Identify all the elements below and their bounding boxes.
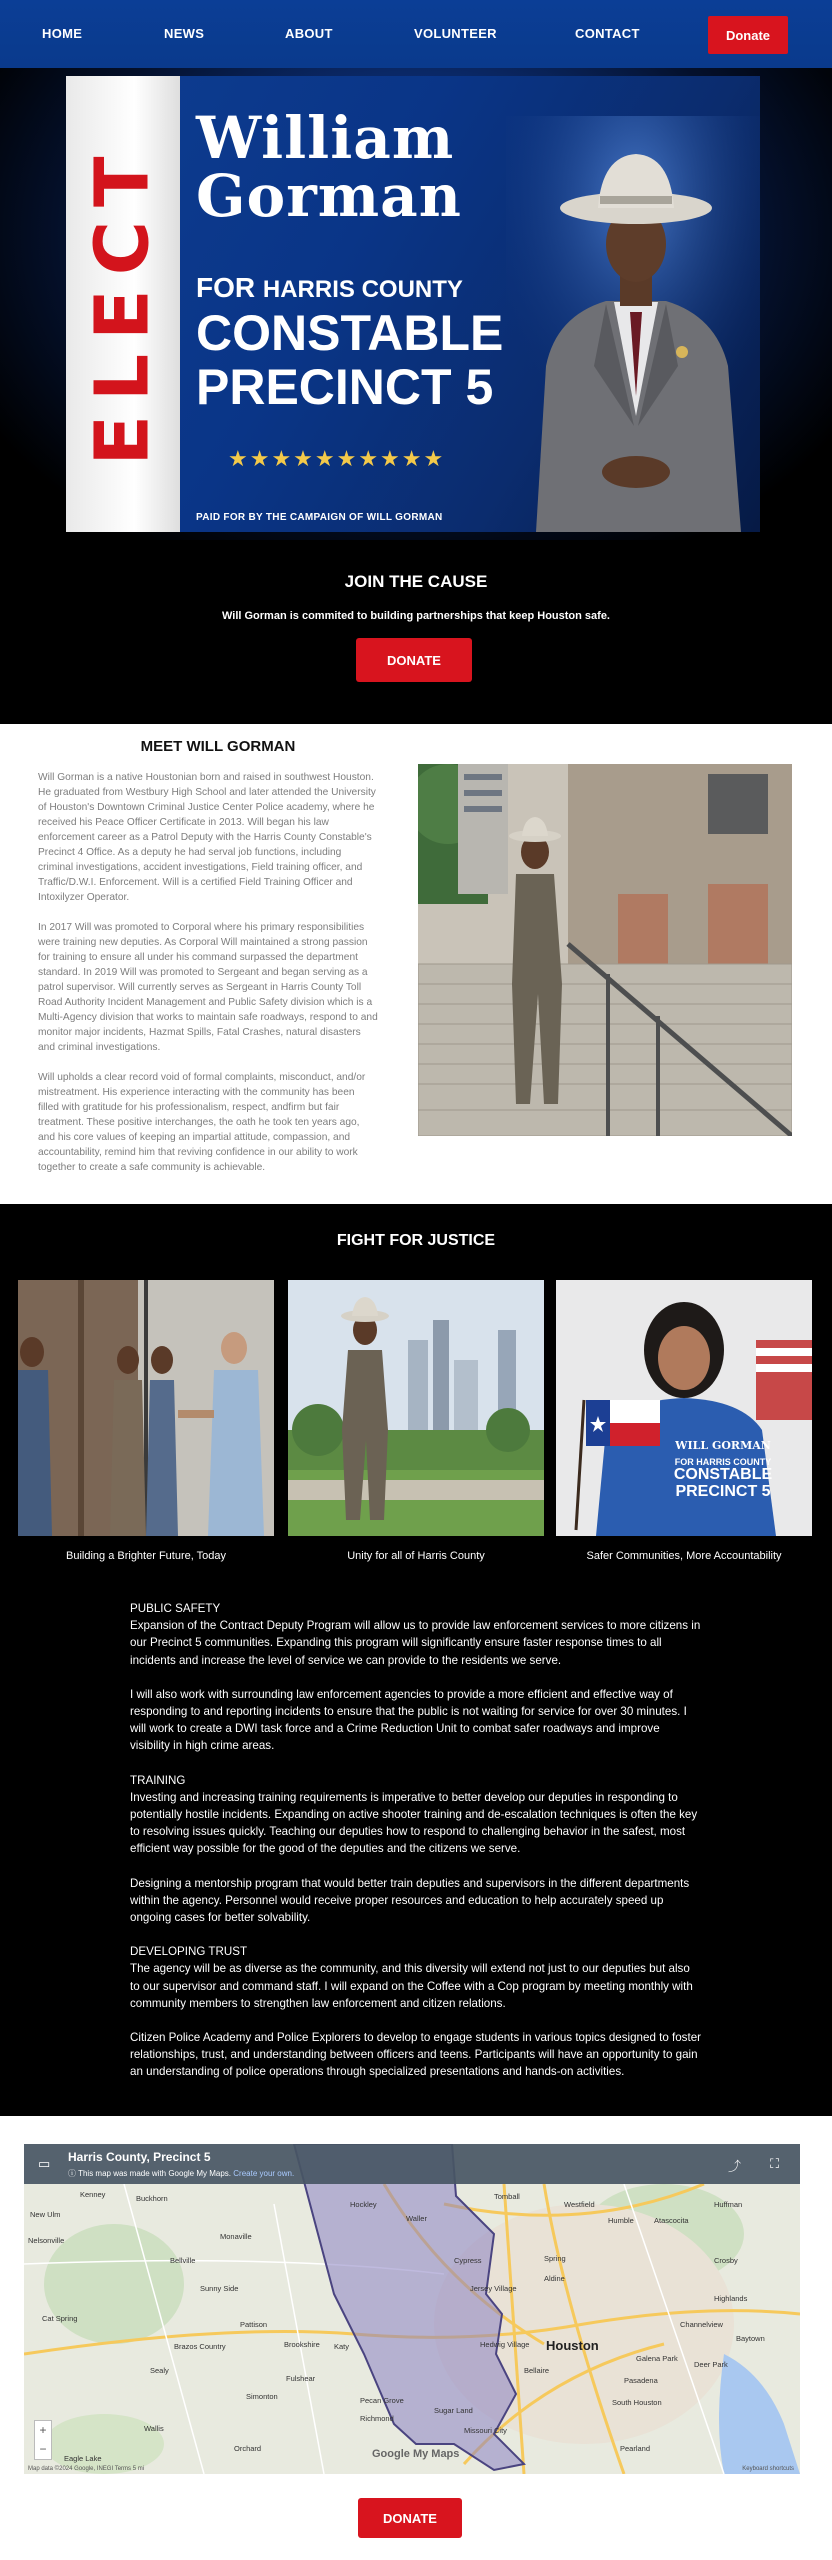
nav-contact[interactable]: CONTACT bbox=[575, 26, 640, 41]
zoom-out-button[interactable]: − bbox=[39, 2442, 47, 2456]
nav-donate-button[interactable]: Donate bbox=[708, 16, 788, 54]
bio-paragraph: Will upholds a clear record void of formal complaints, misconduct, and/or mistreatment. His experience interacting with the community has been filled with gratitude for his professionalism, respect, andfirm but fair treatment. These positive interchanges, the oath he took ten years ago, and his core values of keeping an impartial attitude, compassion, and accountability, remind him that reviving confidence in our ability to work together to create a safe community is achievable. bbox=[38, 1072, 366, 1173]
zoom-in-button[interactable]: + bbox=[39, 2423, 47, 2437]
map-label: Tomball bbox=[494, 2192, 520, 2201]
map-label: Baytown bbox=[736, 2334, 765, 2343]
map-label: Hedwig Village bbox=[480, 2340, 530, 2349]
join-donate-button[interactable]: DONATE bbox=[356, 638, 472, 682]
google-my-maps-logo: Google My Maps bbox=[372, 2448, 460, 2460]
map-label: Spring bbox=[544, 2254, 566, 2263]
card-image-handshake bbox=[18, 1280, 274, 1536]
map-label: Westfield bbox=[564, 2200, 595, 2209]
nav-about[interactable]: ABOUT bbox=[285, 26, 333, 41]
nav-news[interactable]: NEWS bbox=[164, 26, 205, 41]
map-label: Brazos Country bbox=[174, 2342, 226, 2351]
map-header bbox=[24, 2144, 800, 2184]
policy-heading: TRAINING bbox=[130, 1773, 186, 1787]
map-subtitle bbox=[68, 2168, 294, 2179]
map-label: Highlands bbox=[714, 2294, 748, 2303]
map-label: Huffman bbox=[714, 2200, 743, 2209]
map-label: Wallis bbox=[144, 2424, 164, 2433]
office-title bbox=[196, 306, 503, 414]
map-label: Kenney bbox=[80, 2190, 106, 2199]
policy-paragraph: I will also work with surrounding law enforcement agencies to provide a more efficient and effective way of responding to and reporting incidents to ensure that the public is not waiting for service for over 30 minutes. I will work to create a DWI task force and a Crime Reduction Unit to combat safer roadways and improve visibility in high crime areas. bbox=[130, 1687, 687, 1753]
map-label: Crosby bbox=[714, 2256, 738, 2265]
map-section bbox=[0, 2116, 832, 2560]
map-label: Bellaire bbox=[524, 2366, 550, 2375]
map-label: Pattison bbox=[240, 2320, 268, 2329]
elect-wrap bbox=[66, 76, 180, 532]
map-label: Bellville bbox=[170, 2256, 196, 2265]
map-layers-icon[interactable]: ▭ bbox=[38, 2156, 51, 2171]
card-supporter bbox=[556, 1280, 812, 1536]
top-nav bbox=[0, 0, 832, 68]
fullscreen-icon[interactable]: ⛶ bbox=[770, 2156, 780, 2171]
map-subtitle-text: This map was made with Google My Maps. bbox=[78, 2169, 232, 2178]
map-label: Sugar Land bbox=[434, 2406, 473, 2415]
elect-text: ELECT bbox=[80, 142, 167, 466]
map-label: Monaville bbox=[220, 2232, 252, 2241]
fight-title: FIGHT FOR JUSTICE bbox=[336, 1232, 496, 1249]
office-line-2: PRECINCT 5 bbox=[196, 359, 494, 415]
map-label: Waller bbox=[406, 2214, 427, 2223]
create-map-link[interactable]: Create your own. bbox=[233, 2169, 295, 2178]
bio-paragraph: Will Gorman is a native Houstonian born and raised in southwest Houston. He graduated from Westbury High School and later attended the University of Houston's Downtown Criminal Justice Center Police academy, where he received his Peace Officer Certificate in 2013. Will began his law enforcement career as a Patrol Deputy with the Harris County Constable's Precinct 4 Office. As a deputy he had serval job functions, including criminal investigations, accident investigations, Field training officer, and Traffic/D.W.I. Enforcement. Will is a certified Field Training Officer and Intoxilyzer Operator. bbox=[38, 772, 376, 903]
map-label: Aldine bbox=[544, 2274, 565, 2283]
shirt-for: FOR HARRIS COUNTY bbox=[674, 1456, 772, 1467]
map-label: New Ulm bbox=[30, 2210, 61, 2219]
policy-paragraph: Designing a mentorship program that would better train deputies and supervisors in the different departments within the agency. Personnel would receive proper resources and education to help accurately speed up ongoing cases for better solvability. bbox=[130, 1876, 690, 1925]
map-label: Pasadena bbox=[624, 2376, 658, 2385]
hero-section bbox=[0, 68, 832, 540]
meet-title: MEET WILL GORMAN bbox=[140, 738, 296, 755]
map-label: Humble bbox=[608, 2216, 634, 2225]
map-label: Galena Park bbox=[636, 2354, 678, 2363]
card-image-skyline bbox=[288, 1280, 544, 1536]
map-label: Orchard bbox=[234, 2444, 262, 2453]
map-label: Buckhorn bbox=[136, 2194, 168, 2203]
map-label: Channelview bbox=[680, 2320, 723, 2329]
candidate-stairs-photo bbox=[418, 764, 792, 1136]
map-label: Sunny Side bbox=[200, 2284, 239, 2293]
county-text: HARRIS COUNTY bbox=[262, 276, 463, 303]
bio-paragraph: In 2017 Will was promoted to Corporal where his primary responsibilities were training new deputies. As Corporal Will maintained a strong passion for training to ensure all under his command surpassed the department standard. In 2019 Will was promoted to Sergeant and began serving as a patrol supervisor. Will currently serves as Sergeant in Harris County Toll Road Authority Incident Management and Public Safety division which is a Multi-Agency division that works to maintain safe roadways, respond to and monitor major incidents, Hazmat Spills, Fatal Crashes, natural disasters and criminal investigations. bbox=[38, 922, 378, 1053]
share-icon[interactable]: ⤴ bbox=[728, 2159, 742, 2174]
map-label: Fulshear bbox=[286, 2374, 316, 2383]
join-subtitle: Will Gorman is commited to building partnerships that keep Houston safe. bbox=[221, 610, 610, 622]
map-label: Hockley bbox=[350, 2200, 377, 2209]
map-label: Missouri City bbox=[464, 2426, 507, 2435]
map-label: Eagle Lake bbox=[64, 2454, 102, 2463]
map-title: Harris County, Precinct 5 bbox=[68, 2150, 211, 2164]
map-label: Deer Park bbox=[694, 2360, 728, 2369]
nav-home[interactable]: HOME bbox=[42, 26, 83, 41]
keyboard-shortcuts-link[interactable]: Keyboard shortcuts bbox=[742, 2466, 794, 2472]
map-attribution: Map data ©2024 Google, INEGI Terms 5 mi bbox=[28, 2466, 145, 2472]
shirt-office-2: PRECINCT 5 bbox=[675, 1482, 771, 1500]
policy-heading: DEVELOPING TRUST bbox=[130, 1945, 248, 1959]
map-label: Jersey Village bbox=[470, 2284, 517, 2293]
map-label: Simonton bbox=[246, 2392, 278, 2401]
shirt-print bbox=[658, 1440, 788, 1501]
for-county-line bbox=[196, 272, 463, 304]
map-label: South Houston bbox=[612, 2398, 662, 2407]
map-label: Nelsonville bbox=[28, 2236, 65, 2245]
map-label: Katy bbox=[334, 2342, 350, 2351]
candidate-last-name: Gorman bbox=[196, 162, 462, 230]
nav-volunteer[interactable]: VOLUNTEER bbox=[414, 26, 497, 41]
map-label: Pearland bbox=[620, 2444, 651, 2453]
candidate-portrait-image bbox=[506, 116, 760, 532]
precinct-map[interactable] bbox=[24, 2144, 800, 2474]
join-title: JOIN THE CAUSE bbox=[344, 572, 488, 591]
policy-heading: PUBLIC SAFETY bbox=[130, 1602, 221, 1615]
policy-paragraph: The agency will be as diverse as the community, and this diversity will extend not just to our deputies but also to our supervisor and command staff. I will expand on the Coffee with a Cop program by meeting monthly with community members to strengthen law enforcement and citizen relations. bbox=[130, 1962, 693, 2010]
policy-paragraph: Investing and increasing training requirements is imperative to better develop our deputies in responding to potentially hostile incidents. Expanding on active shooter training and de-escalation techniques is often the key to resolving issues quickly. Teaching our deputies how to respond to challenging behavior in the safest, most efficient way possible for the good of the deputies and the citizens we serve. bbox=[130, 1790, 698, 1856]
stars-row: ★★★★★★★★★★ bbox=[228, 446, 446, 471]
shirt-name: WILL GORMAN bbox=[675, 1439, 771, 1452]
meet-section bbox=[0, 724, 832, 1204]
map-label: Pecan Grove bbox=[360, 2396, 404, 2405]
for-text: FOR bbox=[196, 272, 256, 303]
map-label: Atascocita bbox=[654, 2216, 689, 2225]
map-label: Brookshire bbox=[284, 2340, 320, 2349]
card-caption: Building a Brighter Future, Today bbox=[66, 1550, 226, 1562]
map-label: Cypress bbox=[454, 2256, 482, 2265]
policy-paragraph: Citizen Police Academy and Police Explorers to develop to engage students in various topics designed to foster relationships, trust, and understanding between officers and teens. Participants will have an opportunity to gain an understanding of police operations through specialized presentations and hands-on activities. bbox=[130, 2031, 702, 2079]
paid-for-text: PAID FOR BY THE CAMPAIGN OF WILL GORMAN bbox=[196, 512, 443, 523]
policy-paragraph: Expansion of the Contract Deputy Program will allow us to provide law enforcement services to more citizens in our Precinct 5 communities. Expanding this program will significantly ensure faster response times to all incidents and increase the level of service we can provide to the residents we serve. bbox=[130, 1619, 701, 1667]
campaign-banner bbox=[66, 76, 760, 532]
candidate-first-name: William bbox=[196, 104, 455, 172]
map-zoom-control[interactable] bbox=[34, 2420, 52, 2460]
card-caption: Safer Communities, More Accountability bbox=[586, 1550, 782, 1562]
shirt-office-1: CONSTABLE bbox=[673, 1465, 773, 1483]
office-line-1: CONSTABLE bbox=[196, 305, 504, 361]
footer-donate-button[interactable]: DONATE bbox=[358, 2498, 462, 2538]
map-label-houston: Houston bbox=[546, 2338, 599, 2353]
info-icon: ⓘ bbox=[68, 2169, 79, 2178]
card-caption: Unity for all of Harris County bbox=[347, 1550, 485, 1562]
meet-bio bbox=[38, 770, 378, 1190]
map-label: Richmond bbox=[360, 2414, 394, 2423]
map-label: Cat Spring bbox=[42, 2314, 78, 2323]
map-label: Sealy bbox=[150, 2366, 169, 2375]
policy-section bbox=[130, 1600, 702, 2098]
